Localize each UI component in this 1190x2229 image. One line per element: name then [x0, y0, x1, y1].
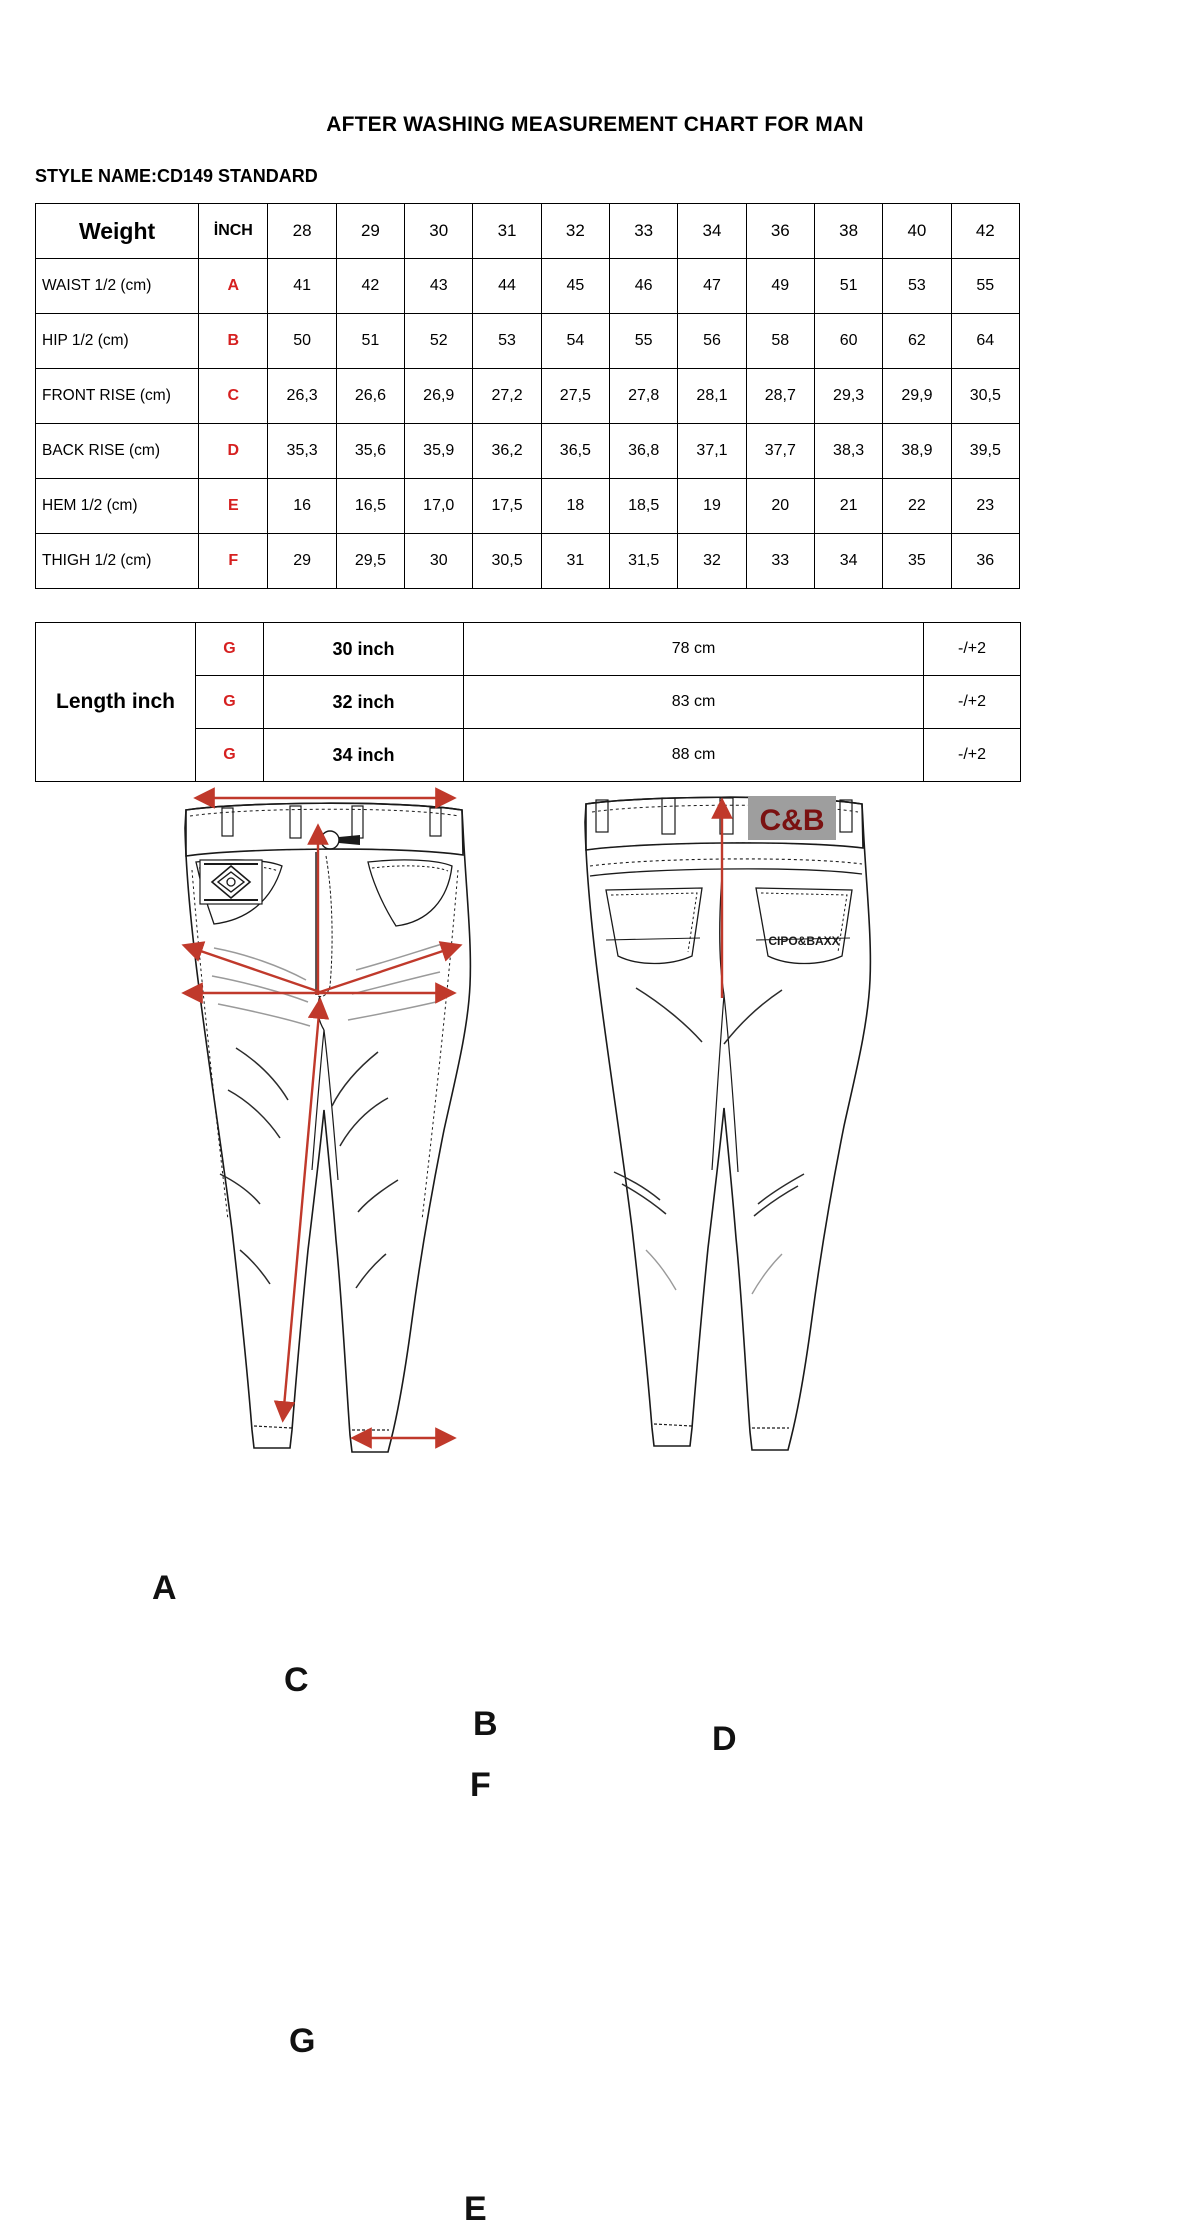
- length-code-g-3: G: [223, 746, 236, 763]
- cell-waist-36: 49: [746, 259, 814, 314]
- length-cm-30: 78 cm: [464, 623, 924, 676]
- cell-hip-32: 54: [541, 314, 609, 369]
- label-waist-a: A: [152, 1569, 177, 1607]
- cell-waist-28: 41: [268, 259, 336, 314]
- cell-hem-34: 19: [678, 479, 746, 534]
- cell-front-rise-34: 28,1: [678, 369, 746, 424]
- cell-hem-28: 16: [268, 479, 336, 534]
- cell-hem-31: 17,5: [473, 479, 541, 534]
- label-front-rise-c: C: [284, 1661, 309, 1699]
- row-code-e: E: [227, 497, 239, 514]
- cell-thigh-30: 30: [405, 534, 473, 589]
- cell-back-rise-30: 35,9: [405, 424, 473, 479]
- brand-patch-back-waist: [748, 796, 836, 840]
- cell-hem-29: 16,5: [336, 479, 404, 534]
- length-table-title: Length inch: [36, 623, 196, 782]
- length-inch-34: 34 inch: [264, 729, 464, 782]
- cell-hip-38: 60: [814, 314, 882, 369]
- cell-back-rise-28: 35,3: [268, 424, 336, 479]
- cell-waist-29: 42: [336, 259, 404, 314]
- header-size-33: 33: [610, 204, 678, 259]
- cell-waist-31: 44: [473, 259, 541, 314]
- cell-hip-30: 52: [405, 314, 473, 369]
- cell-waist-42: 55: [951, 259, 1019, 314]
- cell-front-rise-32: 27,5: [541, 369, 609, 424]
- cell-front-rise-30: 26,9: [405, 369, 473, 424]
- cell-waist-32: 45: [541, 259, 609, 314]
- cell-thigh-40: 35: [883, 534, 951, 589]
- label-thigh-f: F: [470, 1766, 491, 1804]
- header-size-40: 40: [883, 204, 951, 259]
- cell-back-rise-34: 37,1: [678, 424, 746, 479]
- row-code-f: F: [228, 552, 239, 569]
- cell-hem-40: 22: [883, 479, 951, 534]
- cell-back-rise-36: 37,7: [746, 424, 814, 479]
- cell-back-rise-31: 36,2: [473, 424, 541, 479]
- header-size-32: 32: [541, 204, 609, 259]
- row-code-d: D: [227, 442, 240, 459]
- cell-back-rise-42: 39,5: [951, 424, 1019, 479]
- arrow-inseam-g: [283, 1002, 320, 1418]
- cell-front-rise-36: 28,7: [746, 369, 814, 424]
- row-label-hem: HEM 1/2 (cm): [36, 479, 199, 534]
- label-hip-b: B: [473, 1705, 498, 1743]
- length-inch-30: 30 inch: [264, 623, 464, 676]
- front-jeans-drawing: [185, 803, 470, 1452]
- table-header-row: [36, 204, 1020, 259]
- row-label-front-rise: FRONT RISE (cm): [36, 369, 199, 424]
- label-back-rise-d: D: [712, 1720, 737, 1758]
- table-row: [36, 369, 1020, 424]
- row-label-waist: WAIST 1/2 (cm): [36, 259, 199, 314]
- cell-thigh-38: 34: [814, 534, 882, 589]
- cell-thigh-33: 31,5: [610, 534, 678, 589]
- cell-waist-40: 53: [883, 259, 951, 314]
- table-row: [36, 623, 1021, 676]
- table-row: [36, 259, 1020, 314]
- cell-front-rise-40: 29,9: [883, 369, 951, 424]
- cell-waist-33: 46: [610, 259, 678, 314]
- cell-front-rise-28: 26,3: [268, 369, 336, 424]
- cell-hip-34: 56: [678, 314, 746, 369]
- brand-label-text: CIPO&BAXX: [768, 934, 840, 948]
- cell-hip-40: 62: [883, 314, 951, 369]
- page-title: AFTER WASHING MEASUREMENT CHART FOR MAN: [326, 113, 864, 136]
- row-label-thigh: THIGH 1/2 (cm): [36, 534, 199, 589]
- header-size-42: 42: [951, 204, 1019, 259]
- cell-thigh-29: 29,5: [336, 534, 404, 589]
- length-table: [35, 622, 1021, 782]
- row-code-a: A: [227, 277, 240, 294]
- header-size-29: 29: [336, 204, 404, 259]
- style-name: STYLE NAME:CD149 STANDARD: [35, 166, 318, 186]
- length-code-g-2: G: [223, 693, 236, 710]
- cell-back-rise-32: 36,5: [541, 424, 609, 479]
- cell-front-rise-31: 27,2: [473, 369, 541, 424]
- length-cm-32: 83 cm: [464, 676, 924, 729]
- cell-front-rise-42: 30,5: [951, 369, 1019, 424]
- label-hem-e: E: [464, 2190, 487, 2228]
- header-size-30: 30: [405, 204, 473, 259]
- back-jeans-drawing: [585, 797, 870, 1450]
- cell-thigh-28: 29: [268, 534, 336, 589]
- cell-back-rise-40: 38,9: [883, 424, 951, 479]
- cell-hem-32: 18: [541, 479, 609, 534]
- cell-back-rise-29: 35,6: [336, 424, 404, 479]
- length-code-g-1: G: [223, 640, 236, 657]
- cell-thigh-36: 33: [746, 534, 814, 589]
- cell-waist-34: 47: [678, 259, 746, 314]
- size-measurement-table: [35, 203, 1020, 589]
- header-size-28: 28: [268, 204, 336, 259]
- cell-hem-33: 18,5: [610, 479, 678, 534]
- cell-waist-30: 43: [405, 259, 473, 314]
- technical-drawings: [0, 780, 1190, 2228]
- header-size-36: 36: [746, 204, 814, 259]
- header-unit-label: İNCH: [199, 204, 268, 259]
- cell-hem-42: 23: [951, 479, 1019, 534]
- header-size-31: 31: [473, 204, 541, 259]
- table-row: [36, 479, 1020, 534]
- cell-hip-31: 53: [473, 314, 541, 369]
- cell-hem-38: 21: [814, 479, 882, 534]
- cell-hip-28: 50: [268, 314, 336, 369]
- cell-hip-42: 64: [951, 314, 1019, 369]
- row-label-hip: HIP 1/2 (cm): [36, 314, 199, 369]
- cell-waist-38: 51: [814, 259, 882, 314]
- row-label-back-rise: BACK RISE (cm): [36, 424, 199, 479]
- brand-patch-text: C&B: [759, 804, 825, 837]
- cell-hem-30: 17,0: [405, 479, 473, 534]
- brand-label-back-pocket: [768, 934, 839, 948]
- cell-front-rise-29: 26,6: [336, 369, 404, 424]
- cell-thigh-31: 30,5: [473, 534, 541, 589]
- cell-thigh-32: 31: [541, 534, 609, 589]
- length-tolerance-32: -/+2: [924, 676, 1021, 729]
- row-code-b: B: [227, 332, 240, 349]
- cell-back-rise-38: 38,3: [814, 424, 882, 479]
- cell-front-rise-33: 27,8: [610, 369, 678, 424]
- table-row: [36, 534, 1020, 589]
- header-measure-label: Weight: [36, 204, 199, 259]
- length-tolerance-34: -/+2: [924, 729, 1021, 782]
- row-code-c: C: [227, 387, 240, 404]
- cell-thigh-34: 32: [678, 534, 746, 589]
- length-inch-32: 32 inch: [264, 676, 464, 729]
- cell-hip-33: 55: [610, 314, 678, 369]
- length-cm-34: 88 cm: [464, 729, 924, 782]
- cell-hip-29: 51: [336, 314, 404, 369]
- header-size-34: 34: [678, 204, 746, 259]
- cell-thigh-42: 36: [951, 534, 1019, 589]
- cell-hip-36: 58: [746, 314, 814, 369]
- length-tolerance-30: -/+2: [924, 623, 1021, 676]
- label-length-g: G: [289, 2022, 315, 2060]
- header-size-38: 38: [814, 204, 882, 259]
- cell-back-rise-33: 36,8: [610, 424, 678, 479]
- cell-front-rise-38: 29,3: [814, 369, 882, 424]
- cell-hem-36: 20: [746, 479, 814, 534]
- table-row: [36, 314, 1020, 369]
- table-row: [36, 424, 1020, 479]
